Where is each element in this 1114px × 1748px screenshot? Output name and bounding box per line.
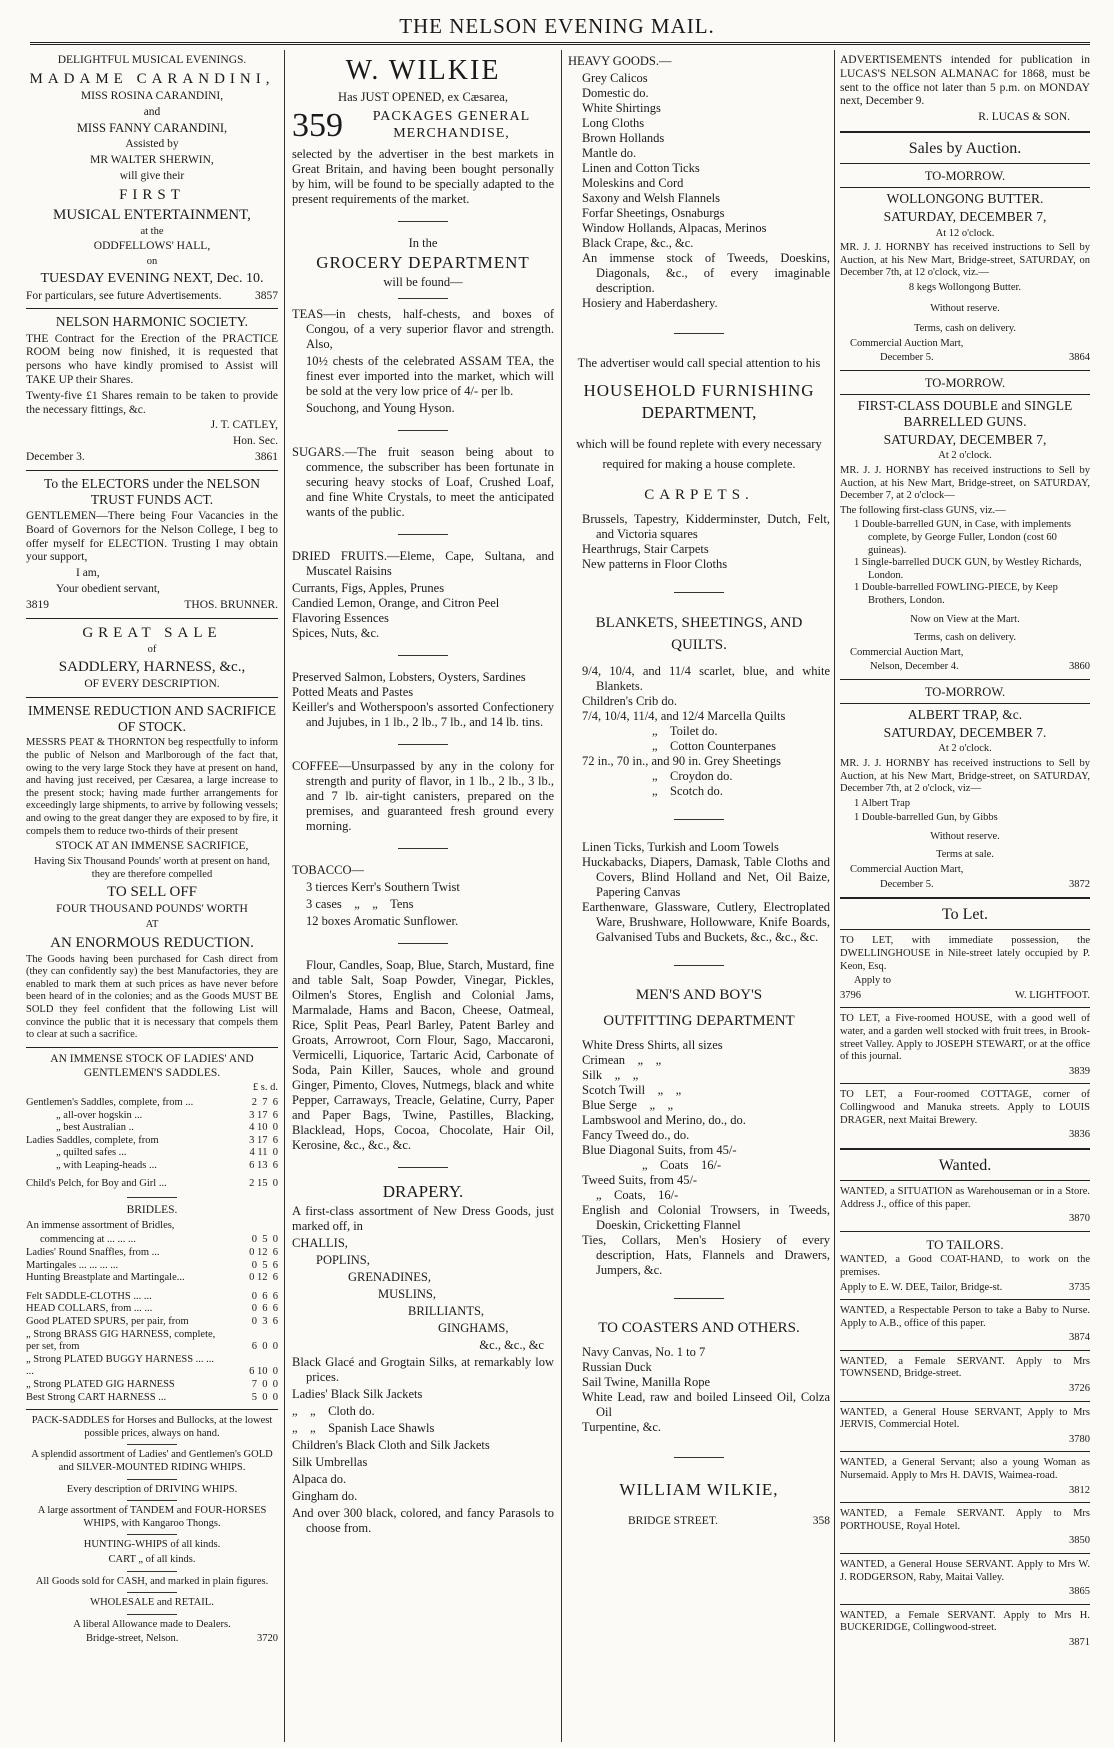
ad-line: All Goods sold for CASH, and marked in plain figures.: [35, 1575, 269, 1587]
ad-number: 3870: [1069, 1213, 1090, 1225]
packages-heading: [292, 106, 554, 144]
ad-line: FIRST: [119, 186, 185, 203]
ad-body: MESSRS PEAT & THORNTON beg respectfully to inform the public of Nelson and Marlborough of the fact that, owing to the very large Stock they have at present on hand, and having just received, per Cæsarea, a large increase to the present stock; having made further arrangements for exceedingly large shipments, to arrive by following vessels; and owing to the great danger they are exposed to by fire, it compels them to reduce two-thirds of their present: [26, 737, 278, 837]
list-item: Gingham do.: [292, 1489, 358, 1504]
ad-line: Without reserve.: [930, 830, 1000, 842]
ad-line: I am,: [76, 567, 100, 580]
list-item: 1 Double-barrelled FOWLING-PIECE, by Keep Brothers, London.: [854, 582, 1058, 606]
bridle-price-list: [26, 1220, 278, 1404]
list-item: „ Toilet do.: [652, 724, 718, 739]
ad-number: 3839: [1069, 1065, 1090, 1077]
ad-number: 3836: [1069, 1129, 1090, 1141]
list-item: White Lead, raw and boiled Linseed Oil, Colza Oil: [582, 1390, 830, 1420]
list-item: Linen Ticks, Turkish and Loom Towels: [582, 840, 779, 855]
section-heading: OUTFITTING DEPARTMENT: [603, 1013, 795, 1030]
ad-line: Commercial Auction Mart,: [850, 646, 964, 658]
list-item: Earthenware, Glassware, Cutlery, Electroplated Ware, Brushware, Hollowware, Knife Boards, Galvanised Tubs and Buckets, &c., &c., &c.: [582, 900, 830, 945]
price-row: „ Strong PLATED BUGGY HARNESS ... ... ... 6 10 0: [26, 1353, 278, 1378]
list-item: „ „ Cloth do.: [292, 1404, 375, 1419]
carpet-list: [568, 512, 830, 572]
ad-line: WHOLESALE and RETAIL.: [90, 1597, 214, 1609]
ad-heading: AN IMMENSE STOCK OF LADIES' AND GENTLEMEN'S SADDLES.: [50, 1052, 254, 1079]
ad-line: on: [146, 256, 158, 268]
section-heading: GROCERY DEPARTMENT: [316, 252, 530, 272]
fabric-line: CHALLIS,: [292, 1236, 348, 1251]
ad-line: Bridge-street, Nelson.: [86, 1633, 179, 1645]
ad-body: COFFEE—Unsurpassed by any in the colony for strength and purity of flavor, in 1 lb., 2 lb., 3 lb., and 7 lb. air-tight canisters, prepared on the premises, and guaranteed fresh ground every morning.: [292, 758, 554, 833]
ad-number: 3861: [255, 450, 278, 463]
to-let-ad: TO LET, with immediate possession, the DWELLINGHOUSE in Nile-street lately occupied by P. Keon, Esq.: [840, 935, 1090, 972]
ad-number: 358: [812, 1514, 830, 1527]
to-let-ad: TO LET, a Five-roomed HOUSE, with a good well of water, and a garden well stocked with fruit trees, in Brook-street Valley. Apply to JOSEPH STEWART, or at the office of this journal.: [840, 1013, 1090, 1063]
list-item: 1 Double-barrelled GUN, in Case, with implements complete, by George Fuller, London (cost 60 guineas).: [854, 519, 1071, 556]
list-item: And over 300 black, colored, and fancy Parasols to choose from.: [292, 1506, 554, 1536]
list-item: 72 in., 70 in., and 90 in. Grey Sheetings: [582, 754, 781, 769]
ad-number: 3735: [1069, 1281, 1090, 1293]
list-item: Silk Umbrellas: [292, 1455, 368, 1470]
list-item: Black Crape, &c., &c.: [582, 236, 694, 250]
list-item: Turpentine, &c.: [582, 1420, 662, 1435]
list-item: Alpaca do.: [292, 1472, 347, 1487]
ad-line: MISS ROSINA CARANDINI,: [80, 89, 224, 102]
ad-number: 3720: [257, 1633, 278, 1645]
ad-line: MUSICAL ENTERTAINMENT,: [53, 206, 251, 223]
ad-body: A first-class assortment of New Dress Goods, just marked off, in: [292, 1204, 554, 1234]
price-row: „ with Leaping-heads ... 6 13 6: [56, 1159, 278, 1171]
preserved-list: [292, 670, 554, 730]
ad-line: For particulars, see future Advertisements.: [26, 289, 222, 302]
ad-line: TO-MORROW.: [924, 684, 1006, 699]
ad-line: Assisted by: [125, 138, 179, 151]
list-item: English and Colonial Trowsers, in Tweeds, Doeskin, Cricketting Flannel: [582, 1203, 830, 1233]
ad-line: Commercial Auction Mart,: [850, 337, 964, 349]
electors-ad: [26, 476, 278, 613]
fabric-line: GINGHAMS,: [438, 1321, 509, 1336]
ad-number: 3796: [840, 989, 861, 1001]
ad-date: December 5.: [880, 878, 934, 890]
list-item: Domestic do.: [582, 86, 649, 100]
price-row: Martingales ... ... ... ... 0 5 6: [26, 1259, 278, 1271]
wanted-ad: WANTED, a General Servant; also a young Woman as Nursemaid. Apply to Mrs H. DAVIS, Waimea-road.: [840, 1457, 1090, 1482]
wanted-ad: WANTED, a Good COAT-HAND, to work on the premises.: [840, 1254, 1090, 1278]
ad-line: Apply to E. W. DEE, Tailor, Bridge-st.: [840, 1281, 1003, 1293]
ad-body: DRIED FRUITS.—Eleme, Cape, Sultana, and Muscatel Raisins: [292, 548, 554, 578]
list-item: Crimean „ „: [582, 1053, 662, 1068]
list-item: 1 Albert Trap: [854, 797, 911, 809]
ad-line: Apply to: [854, 975, 892, 987]
ad-line: Commercial Auction Mart,: [850, 864, 964, 876]
ad-line: In the: [408, 235, 438, 250]
signature: WILLIAM WILKIE,: [619, 1480, 779, 1500]
price-row: HEAD COLLARS, from ... ... 0 6 6: [26, 1303, 278, 1315]
section-heading: To Let.: [942, 906, 988, 924]
list-item: Potted Meats and Pastes: [292, 684, 414, 699]
wanted-ad: WANTED, a Female SERVANT. Apply to Mrs TOWNSEND, Bridge-street.: [840, 1355, 1090, 1380]
ad-line: SATURDAY, DECEMBER 7,: [883, 432, 1047, 448]
wanted-ad: WANTED, a Female SERVANT. Apply to Mrs PORTHOUSE, Royal Hotel.: [840, 1508, 1090, 1532]
ad-line: will give their: [119, 169, 185, 182]
price-row: commencing at ... ... ... 0 5 0: [40, 1234, 278, 1246]
list-item: Hearthrugs, Stair Carpets: [582, 541, 709, 556]
list-item: New patterns in Floor Cloths: [582, 556, 728, 571]
masthead-rule: [30, 42, 1090, 45]
ad-heading: BRIDLES.: [126, 1204, 178, 1217]
masthead-title: THE NELSON EVENING MAIL.: [399, 14, 715, 38]
ad-body: MR. J. J. HORNBY has received instructions to Sell by Auction, at his New Mart, Bridge-street, on SATURDAY, December 7, at 2 o'clock—: [840, 465, 1090, 502]
ad-line: Having Six Thousand Pounds' worth at present on hand, they are therefore compelled: [34, 855, 270, 880]
ad-line: MR WALTER SHERWIN,: [90, 154, 214, 167]
ad-line: Your obedient servant,: [56, 583, 160, 596]
ad-body: THE Contract for the Erection of the PRACTICE ROOM being now finished, it is requested that persons who have kindly promised to Assist will TAKE UP their Shares.: [26, 332, 278, 386]
outfitting-list: [568, 1038, 830, 1278]
price-row: Good PLATED SPURS, per pair, from 0 3 6: [26, 1316, 278, 1328]
fabric-line: GRENADINES,: [348, 1270, 431, 1285]
ad-line: TUESDAY EVENING NEXT, Dec. 10.: [40, 270, 264, 286]
column-rule: [561, 50, 562, 1742]
ad-heading: NELSON HARMONIC SOCIETY.: [55, 314, 249, 330]
ad-signature: Hon. Sec.: [232, 435, 278, 448]
ad-number: 3872: [1069, 878, 1090, 890]
ad-line: TO-MORROW.: [924, 169, 1006, 184]
ad-heading: SADDLERY, HARNESS, &c.,: [58, 659, 246, 676]
list-item: Children's Black Cloth and Silk Jackets: [292, 1438, 490, 1453]
ad-line: At 2 o'clock.: [938, 743, 992, 755]
ad-heading: TO TAILORS.: [926, 1236, 1004, 1252]
list-item: Forfar Sheetings, Osnaburgs: [582, 206, 725, 220]
wanted-ad: WANTED, a General House SERVANT, Apply to Mrs JERVIS, Commercial Hotel.: [840, 1406, 1090, 1431]
ad-body: Flour, Candles, Soap, Blue, Starch, Mustard, fine and table Salt, Soap Powder, Vinegar, Pickles, Oilmen's Stores, English and Colonial Jams, Marmalade, Hams and Bacon, Cheese, Oatmeal, Rice, Split Peas, Pearl Barley, Patent Barley and Groats, Arrowroot, Corn Flour, Sago, Maccaroni, Vermicelli, Liquorice, Tartaric Acid, Carbonate of Soda, Pain Killer, Sauces, whole and ground Ginger, Pimento, Cloves, Nutmegs, black and white Pepper, Carraways, Treacle, Gelatine, Curry, Paper and Paper Bags, Twine, Pastilles, Blacking, Blacklead, Hops, Cocoa, Chocolate, Hair Oil, Kerosine, &c., &c., &c.: [292, 957, 554, 1152]
ad-line: Terms, cash on delivery.: [913, 323, 1017, 335]
ad-line: at the: [140, 225, 164, 237]
ad-number: 3857: [255, 289, 278, 302]
fabric-line: POPLINS,: [316, 1253, 370, 1268]
list-item: Hosiery and Haberdashery.: [582, 296, 718, 310]
list-item: Preserved Salmon, Lobsters, Oysters, Sardines: [292, 669, 526, 684]
ad-heading: ALBERT TRAP, &c.: [907, 706, 1023, 722]
ad-line: AT: [145, 918, 159, 930]
ad-line: FOUR THOUSAND POUNDS' WORTH: [56, 903, 248, 916]
ad-body: GENTLEMEN—There being Four Vacancies in the Board of Governors for the Nelson College, I beg to offer myself for ELECTION. Trusting I may obtain your support,: [26, 510, 278, 564]
column-3: [568, 52, 830, 1742]
list-item: Fancy Tweed do., do.: [582, 1128, 690, 1143]
section-heading: TO COASTERS AND OTHERS.: [598, 1320, 800, 1337]
advertiser-name: W. WILKIE: [345, 55, 501, 86]
ad-line: Terms at sale.: [936, 849, 994, 861]
ad-signature: THOS. BRUNNER.: [184, 598, 278, 611]
ad-body: MR. J. J. HORNBY has received instructions to Sell by Auction, at his New Mart, Bridge-street, SATURDAY, on December 7th, at 12 o'clock, viz.—: [840, 242, 1090, 279]
wanted-ad: WANTED, a Female SERVANT. Apply to Mrs H. BUCKERIDGE, Collingwood-street.: [840, 1609, 1090, 1634]
ad-body: selected by the advertiser in the best markets in Great Britain, and having been bought personally by him, will be found to be specially adapted to the present requirements of the market.: [292, 146, 554, 206]
list-item: Saxony and Welsh Flannels: [582, 191, 720, 205]
ad-line: MISS FANNY CARANDINI,: [76, 121, 228, 136]
fabric-line: BRILLIANTS,: [408, 1304, 485, 1319]
column-1: [26, 52, 278, 1742]
ad-line: MADAME CARANDINI,: [29, 70, 275, 87]
wanted-ad: WANTED, a Respectable Person to take a Baby to Nurse. Apply to A.B., office of this paper.: [840, 1305, 1090, 1329]
ad-line: of: [147, 643, 157, 655]
list-item: Ladies' Black Silk Jackets: [292, 1387, 423, 1402]
list-item: „ Croydon do.: [652, 769, 733, 784]
ad-number: 3726: [1069, 1383, 1090, 1395]
ad-line: ODDFELLOWS' HALL,: [93, 240, 211, 253]
ad-body: which will be found replete with every necessary required for making a house complete.: [576, 436, 822, 471]
list-item: Long Cloths: [582, 116, 645, 130]
ad-signature: R. LUCAS & SON.: [978, 111, 1070, 124]
price-row: Hunting Breastplate and Martingale... 0 12 6: [26, 1272, 278, 1284]
list-item: Candied Lemon, Orange, and Citron Peel: [292, 595, 500, 610]
list-item: Sail Twine, Manilla Rope: [582, 1375, 711, 1390]
ad-heading: FIRST-CLASS DOUBLE and SINGLE BARRELLED GUNS.: [857, 397, 1073, 430]
ad-heading: GREAT SALE: [82, 624, 222, 641]
ad-line: Now on View at the Mart.: [910, 613, 1020, 625]
ad-line: A large assortment of TANDEM and FOUR-HORSES WHIPS, with Kangaroo Thongs.: [37, 1505, 267, 1529]
list-item: Navy Canvas, No. 1 to 7: [582, 1345, 706, 1360]
ad-line: A liberal Allowance made to Dealers.: [73, 1618, 231, 1630]
ad-signature: W. LIGHTFOOT.: [1015, 989, 1090, 1001]
ad-line: TO SELL OFF: [106, 884, 197, 901]
list-item: Currants, Figs, Apples, Prunes: [292, 580, 445, 595]
dried-fruit-list: [292, 581, 554, 641]
harmonic-ad: [26, 314, 278, 464]
list-item: Blue Diagonal Suits, from 45/-: [582, 1143, 737, 1158]
ad-number: 3850: [1069, 1535, 1090, 1547]
ad-date: December 5.: [880, 352, 934, 364]
price-row: Gentlemen's Saddles, complete, from ... 2 7 6: [26, 1096, 278, 1108]
list-item: Children's Crib do.: [582, 694, 677, 709]
price-row: Child's Pelch, for Boy and Girl ... 2 15 0: [26, 1178, 278, 1190]
list-item: „ „ Spanish Lace Shawls: [292, 1421, 435, 1436]
section-heading: HEAVY GOODS.—: [568, 54, 672, 68]
list-item: Black Glacé and Grogtain Silks, at remarkably low prices.: [292, 1355, 554, 1385]
list-item: Linen and Cotton Ticks: [582, 161, 700, 175]
list-item: Ties, Collars, Men's Hosiery of every description, Hats, Flannels and Drawers, Jumpers, &c.: [582, 1233, 830, 1278]
ad-signature: J. T. CATLEY,: [210, 419, 278, 432]
ad-body: Twenty-five £1 Shares remain to be taken to provide the necessary fittings, &c.: [26, 389, 278, 416]
ad-line: Every description of DRIVING WHIPS.: [66, 1483, 238, 1495]
list-item: 12 boxes Aromatic Sunflower.: [306, 913, 459, 928]
package-count: 359: [292, 106, 343, 144]
ad-line: TO-MORROW.: [924, 375, 1006, 390]
ad-line: MERCHANDISE,: [393, 125, 510, 141]
auction-butter: [840, 169, 1090, 365]
address: BRIDGE STREET.: [628, 1514, 718, 1527]
ad-number: 3819: [26, 598, 49, 611]
ad-line: Without reserve.: [930, 302, 1000, 314]
ad-number: 3812: [1069, 1484, 1090, 1496]
ad-number: 3780: [1069, 1433, 1090, 1445]
heavy-goods-list: [568, 71, 830, 311]
ad-heading: DELIGHTFUL MUSICAL EVENINGS.: [57, 54, 247, 66]
section-heading: DRAPERY.: [382, 1181, 464, 1201]
ad-line: SATURDAY, DECEMBER 7.: [883, 725, 1047, 741]
column-2: [292, 52, 554, 1742]
list-item: Scotch Twill „ „: [582, 1083, 682, 1098]
saddle-price-list: [26, 1097, 278, 1191]
section-heading: Wanted.: [938, 1156, 992, 1174]
auction-guns: [840, 376, 1090, 674]
ad-heading: To the ELECTORS under the NELSON TRUST FUNDS ACT.: [44, 475, 260, 507]
currency-header: £ s. d.: [252, 1082, 278, 1094]
saddlery-sale-ad: [26, 624, 278, 1646]
price-row: „ Strong PLATED GIG HARNESS 7 0 0: [26, 1378, 278, 1390]
price-row: „ Strong BRASS GIG HARNESS, complete, per set, from 6 0 0: [26, 1328, 278, 1353]
ad-line: Terms, cash on delivery.: [913, 632, 1017, 644]
section-heading: MEN'S AND BOY'S: [635, 987, 763, 1004]
column-rule: [834, 50, 835, 1742]
ad-number: 3864: [1069, 352, 1090, 364]
ad-body: TEAS—in chests, half-chests, and boxes of Congou, of a very superior flavor and strength. Also,: [292, 306, 554, 351]
ad-date: Nelson, December 4.: [870, 661, 959, 673]
ad-line: OF EVERY DESCRIPTION.: [84, 678, 220, 691]
list-item: 7/4, 10/4, 11/4, and 12/4 Marcella Quilts: [582, 709, 786, 724]
ad-line: STOCK AT AN IMMENSE SACRIFICE,: [55, 840, 249, 853]
ad-line: PACK-SADDLES for Horses and Bullocks, at the lowest possible prices, always on hand.: [31, 1415, 273, 1439]
list-item: 1 Single-barrelled DUCK GUN, by Westley Richards, London.: [854, 557, 1082, 581]
fabric-line: &c., &c., &c: [479, 1338, 544, 1353]
list-item: White Shirtings: [582, 101, 661, 115]
ad-line: At 2 o'clock.: [938, 450, 992, 462]
list-item: Window Hollands, Alpacas, Merinos: [582, 221, 767, 235]
section-heading: Sales by Auction.: [908, 139, 1022, 157]
ad-heading: AN ENORMOUS REDUCTION.: [50, 934, 254, 951]
ad-line: CART „ of all kinds.: [108, 1553, 196, 1565]
price-row: Ladies' Round Snaffles, from ... 0 12 6: [26, 1247, 278, 1259]
list-item: Huckabacks, Diapers, Damask, Table Cloths and Covers, Blind Holland and Net, Oil Baize, Papering Canvas: [582, 855, 830, 900]
section-heading: HOUSEHOLD FURNISHING: [583, 381, 815, 400]
list-item: An immense stock of Tweeds, Doeskins, Diagonals, &c., of every imaginable description.: [582, 251, 830, 295]
ad-number: 3865: [1069, 1586, 1090, 1598]
linen-list: [568, 840, 830, 945]
fabric-line: MUSLINS,: [378, 1287, 436, 1302]
ad-line: SATURDAY, DECEMBER 7,: [883, 209, 1047, 225]
price-row: Best Strong CART HARNESS ... 5 0 0: [26, 1391, 278, 1403]
list-item: Tweed Suits, from 45/-: [582, 1173, 698, 1188]
price-row: Felt SADDLE-CLOTHS ... ... 0 6 6: [26, 1290, 278, 1302]
blanket-list: [568, 664, 830, 799]
ad-line: At 12 o'clock.: [935, 227, 995, 239]
ad-body: MR. J. J. HORNBY has received instructions to Sell by Auction, at his New Mart, Bridge-street, on SATURDAY, December 7th, at 2 o'clock, viz—: [840, 757, 1090, 795]
wanted-ad: WANTED, a General House SERVANT. Apply to Mrs W. J. RODGERSON, Raby, Maitai Valley.: [840, 1559, 1090, 1583]
ad-body: SUGARS.—The fruit season being about to commence, the subscriber has been fortunate in securing heavy stocks of Loaf, Crushed Loaf, and fine White Crystals, to meet the anticipated wants of the public.: [292, 444, 554, 519]
ad-heading: WOLLONGONG BUTTER.: [886, 191, 1044, 207]
ad-number: 3860: [1069, 661, 1090, 673]
list-item: „ Coats 16/-: [642, 1158, 722, 1173]
list-item: „ Scotch do.: [652, 784, 723, 799]
ad-line: HUNTING-WHIPS of all kinds.: [83, 1539, 221, 1551]
ad-line: The following first-class GUNS, viz.—: [840, 504, 1006, 516]
column-4: [840, 52, 1090, 1742]
list-item: 9/4, 10/4, and 11/4 scarlet, blue, and white Blankets.: [582, 664, 830, 694]
list-item: Silk „ „: [582, 1068, 639, 1083]
ad-number: 3871: [1069, 1636, 1090, 1648]
ad-line: and: [143, 105, 161, 118]
column-rule: [284, 50, 285, 1742]
price-row: „ all-over hogskin ... 3 17 6: [56, 1109, 278, 1121]
ad-line: 8 kegs Wollongong Butter.: [908, 281, 1022, 293]
list-item: 3 tierces Kerr's Southern Twist: [306, 879, 460, 894]
price-row: Ladies Saddles, complete, from 3 17 6: [26, 1134, 278, 1146]
section-heading: CARPETS.: [644, 486, 754, 503]
list-item: Mantle do.: [582, 146, 637, 160]
price-row: „ best Australian .. 4 10 0: [56, 1122, 278, 1134]
ad-line: Souchong, and Young Hyson.: [306, 400, 455, 415]
list-item: Russian Duck: [582, 1360, 652, 1375]
ad-line: A splendid assortment of Ladies' and Gentlemen's GOLD and SILVER-MOUNTED RIDING WHIPS.: [31, 1449, 273, 1473]
list-item: Blue Serge „ „: [582, 1098, 674, 1113]
list-item: Flavoring Essences: [292, 610, 389, 625]
ad-line: Has JUST OPENED, ex Cæsarea,: [338, 89, 508, 104]
wanted-ad: WANTED, a SITUATION as Warehouseman or in a Store. Address J., office of this paper.: [840, 1185, 1090, 1210]
list-item: 1 Double-barrelled Gun, by Gibbs: [854, 812, 998, 824]
almanac-ad: ADVERTISEMENTS intended for publication in LUCAS'S NELSON ALMANAC for 1868, must be sent to the office not later than 5 p.m. on MONDAY next, December 9.: [840, 54, 1090, 108]
price-row: „ quilted safes ... 4 11 0: [56, 1147, 278, 1159]
ad-body: The Goods having been purchased for Cash direct from (they can confidently say) the best Manufactories, they are enabled to mark them at such prices as have never before been heard of in the colonies; and as the Goods MUST BE SOLD they feel confident that the following List will convince the public that it is necessary that compels them to clear at such a sacrifice.: [26, 953, 278, 1041]
list-item: „ Coats, 16/-: [596, 1188, 679, 1203]
ad-line: will be found—: [383, 274, 463, 289]
list-item: Brussels, Tapestry, Kidderminster, Dutch, Felt, and Victoria squares: [582, 511, 830, 541]
ad-line: PACKAGES GENERAL: [372, 108, 531, 124]
to-let-ad: TO LET, a Four-roomed COTTAGE, corner of Collingwood and Manuka streets. Apply to LOUIS DRAGER, next Maitai Brewery.: [840, 1089, 1090, 1126]
ad-heading: IMMENSE REDUCTION AND SACRIFICE OF STOCK.: [28, 703, 276, 735]
ad-body: 10½ chests of the celebrated ASSAM TEA, the finest ever imported into the market, which will be sold at the very low price of 4/- per lb.: [306, 353, 554, 398]
list-item: „ Cotton Counterpanes: [652, 739, 776, 754]
list-item: Keiller's and Wotherspoon's assorted Confectionery and Jujubes, in 1 lb., 2 lb., 7 lb., and 14 lb. tins.: [292, 699, 554, 729]
ad-date: December 3.: [26, 450, 85, 463]
ad-line: An immense assortment of Bridles,: [26, 1219, 175, 1231]
section-heading: DEPARTMENT,: [641, 403, 757, 423]
list-item: Lambswool and Merino, do., do.: [582, 1113, 746, 1128]
list-item: Grey Calicos: [582, 71, 648, 85]
concert-ad: [26, 54, 278, 303]
list-item: White Dress Shirts, all sizes: [582, 1038, 723, 1053]
gun-list: [840, 519, 1090, 607]
coasters-list: [568, 1345, 830, 1435]
list-item: 3 cases „ „ Tens: [306, 896, 414, 911]
section-heading: BLANKETS, SHEETINGS, AND QUILTS.: [595, 614, 803, 653]
ad-line: The advertiser would call special attention to his: [577, 356, 821, 370]
auction-trap: [840, 685, 1090, 891]
list-item: Moleskins and Cord: [582, 176, 684, 190]
list-item: Brown Hollands: [582, 131, 665, 145]
ad-number: 3874: [1069, 1332, 1090, 1344]
ad-heading: TOBACCO—: [292, 862, 365, 877]
list-item: Spices, Nuts, &c.: [292, 625, 380, 640]
